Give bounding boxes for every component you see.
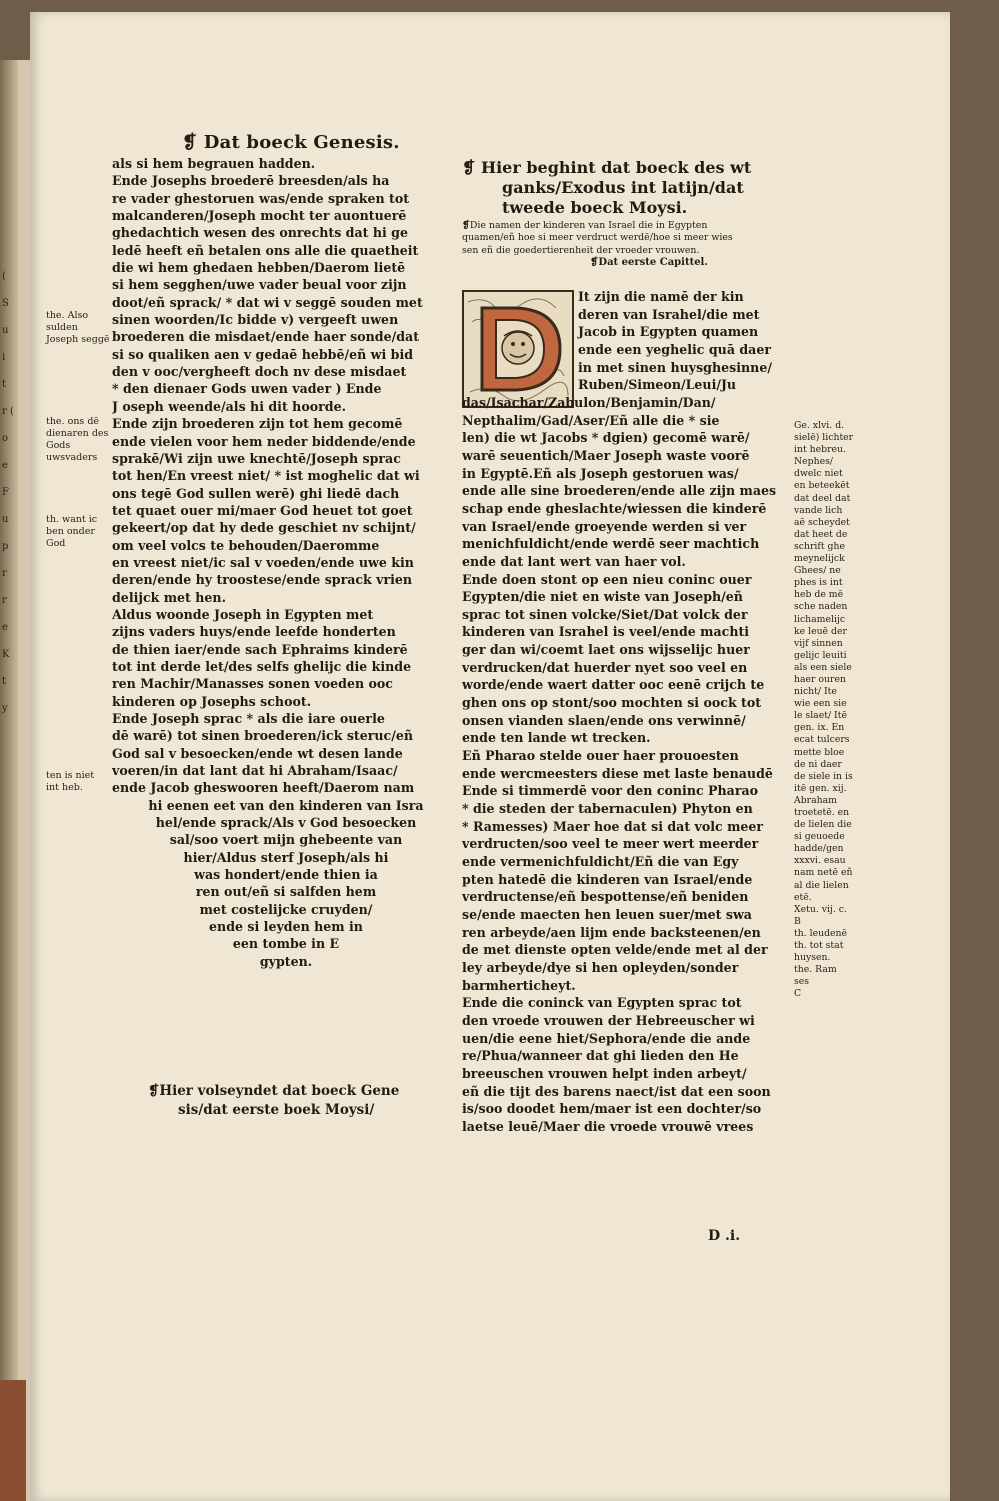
- margin-note: Xetu. vij. c.: [794, 903, 847, 915]
- margin-note: th. leudenē: [794, 927, 848, 939]
- running-header: [182, 132, 400, 153]
- margin-note: vijf sinnen: [794, 637, 843, 649]
- text-line: Ende doen stont op een nieu coninc ouer: [462, 571, 752, 587]
- text-line: ende ten lande wt trecken.: [462, 730, 651, 746]
- right-margin-notes: [794, 420, 864, 1001]
- gutter-fragment: K: [2, 649, 10, 660]
- margin-note: sche naden: [794, 601, 848, 613]
- text-line: is/soo doodet hem/maer ist een dochter/so: [462, 1101, 762, 1117]
- gutter-fragment: u: [2, 325, 9, 336]
- text-line: om veel volcs te behouden/Daeromme: [112, 537, 380, 553]
- margin-note: nicht/ Ite: [794, 686, 837, 698]
- text-line: Nepthalim/Gad/Aser/Eñ alle die * sie: [462, 412, 720, 428]
- text-line: die wi hem ghedaen hebben/Daerom lietē: [112, 260, 406, 276]
- text-line: ende vermenichfuldicht/Eñ die van Egy: [462, 854, 739, 869]
- margin-note: etē.: [794, 891, 812, 903]
- closing-line-1: Hier volseyndet dat boeck Gene: [159, 1083, 400, 1099]
- text-line: ende Jacob gheswooren heeft/Daerom nam: [112, 780, 415, 796]
- chapter-summary: [462, 220, 797, 270]
- text-line: Ende Joseph sprac * als die iare ouerle: [112, 711, 385, 726]
- text-line: delijck met hen.: [112, 589, 226, 605]
- text-line: gekeert/op dat hy dede geschiet nv schijnt/: [112, 520, 416, 536]
- pilcrow-icon: ❡: [148, 1083, 160, 1099]
- margin-note: aē scheydet: [794, 516, 850, 528]
- text-line: in met sinen huysghesinne/: [578, 359, 772, 375]
- text-line: sal/soo voert mijn ghebeente van: [169, 832, 403, 848]
- text-line: ren arbeyde/aen lijm ende backsteenen/en: [462, 924, 761, 940]
- margin-note: the. Also sulden Joseph seggē: [46, 310, 110, 345]
- text-line: verdructense/eñ bespottense/eñ beniden: [462, 889, 749, 905]
- text-line: de thien iaer/ende sach Ephraims kinderē: [112, 641, 408, 657]
- margin-note: de siele in is: [794, 770, 853, 782]
- text-line: ende si leyden hem in: [209, 919, 363, 935]
- text-line: verdrucken/dat huerder nyet soo veel en: [462, 659, 748, 675]
- text-line: deren/ende hy troostese/ende sprack vrien: [112, 572, 413, 588]
- margin-note: the. Ram: [794, 964, 837, 976]
- gutter-fragment: t: [2, 379, 7, 390]
- margin-note: ke leuē der: [794, 625, 847, 637]
- text-line: ledē heeft eñ betalen ons alle die quaetheit: [112, 242, 419, 258]
- text-line: breeuschen vrouwen helpt inden arbeyt/: [462, 1065, 747, 1081]
- pilcrow-icon: ❡: [590, 257, 599, 269]
- summary-line-3: sen eñ die goedertierenheit der vroeder vrouwen.: [462, 244, 700, 256]
- text-line: van Israel/ende groeyende werden si ver: [462, 518, 747, 534]
- text-line: It zijn die namē der kin: [578, 289, 744, 304]
- text-line: laetse leuē/Maer die vroede vrouwē vrees: [462, 1118, 754, 1134]
- margin-note: nam netē eñ: [794, 867, 853, 879]
- gutter-fragment: r: [2, 595, 7, 606]
- right-text-column: [462, 288, 794, 1136]
- text-line: ghen ons op stont/soo mochten si oock tot: [462, 695, 762, 711]
- margin-note: Abraham: [794, 794, 837, 806]
- margin-note: Nephes/: [794, 456, 833, 468]
- text-line: verdructen/soo veel te meer wert meerder: [462, 836, 759, 852]
- margin-note: itē gen. xij.: [794, 782, 847, 794]
- text-line: kinderen van Israhel is veel/ende machti: [462, 624, 750, 640]
- text-line: was hondert/ende thien ia: [194, 867, 378, 883]
- gutter-fragment: r (: [2, 406, 14, 417]
- margin-note: gelijc leuiti: [794, 649, 847, 661]
- margin-note: haer ouren: [794, 673, 846, 685]
- text-line: ende alle sine broederen/ende alle zijn maes: [462, 483, 777, 499]
- text-line: Ruben/Simeon/Leui/Ju: [578, 377, 737, 393]
- text-line: met costelijcke cruyden/: [199, 901, 373, 917]
- text-line: broederen die misdaet/ende haer sonde/dat: [112, 329, 420, 345]
- text-line: schap ende gheslachte/wiessen die kinderē: [462, 500, 767, 516]
- text-line: Eñ Pharao stelde ouer haer prouoesten: [462, 748, 739, 764]
- margin-note: mette bloe: [794, 746, 845, 758]
- gutter-fragment: (: [2, 271, 6, 282]
- text-line: zijns vaders huys/ende leefde honderten: [112, 624, 396, 640]
- text-line: sprakē/Wi zijn uwe knechtē/Joseph sprac: [112, 450, 401, 466]
- text-line: gypten.: [259, 953, 313, 969]
- margin-note: B: [794, 915, 801, 927]
- text-line: tot int derde let/des selfs ghelijc die kinde: [112, 658, 412, 674]
- text-line: Ende die coninck van Egypten sprac tot: [462, 995, 742, 1011]
- text-line: sprac tot sinen volcke/Siet/Dat volck der: [462, 606, 748, 622]
- text-line: den vroede vrouwen der Hebreeuscher wi: [462, 1012, 755, 1028]
- text-line: als si hem begrauen hadden.: [112, 156, 316, 171]
- text-line: re/Phua/wanneer dat ghi lieden den He: [462, 1048, 739, 1064]
- text-line: Ende si timmerdē voor den coninc Pharao: [462, 783, 759, 799]
- running-header-text: Dat boeck Genesis.: [203, 132, 400, 153]
- margin-note: C: [794, 988, 802, 1000]
- signature-mark: D .i.: [708, 1228, 741, 1244]
- text-line: deren van Israhel/die met: [578, 306, 760, 322]
- text-line: onsen vianden slaen/ende ons verwinnē/: [462, 712, 746, 728]
- text-line: uen/die eene hiet/Sephora/ende die ande: [462, 1030, 751, 1046]
- margin-note: huysen.: [794, 952, 831, 964]
- margin-note: dat heet de: [794, 528, 848, 540]
- text-line: worde/ende waert datter ooc eenē crijch te: [462, 677, 765, 693]
- gutter-fragment: e: [2, 460, 8, 471]
- margin-note: le slaet/ Itē: [794, 710, 847, 722]
- margin-note: en beteekēt: [794, 480, 850, 492]
- text-line: hel/ende sprack/Als v God besoecken: [155, 815, 417, 831]
- exodus-title-line-3: tweede boeck Moysi.: [502, 198, 688, 217]
- margin-note: Ghees/ ne: [794, 565, 841, 577]
- text-line: re vader ghestoruen was/ende spraken tot: [112, 190, 410, 206]
- margin-note: troetetē. en: [794, 807, 850, 818]
- margin-note: heb de mē: [794, 589, 844, 601]
- text-line: hi eenen eet van den kinderen van Isra: [148, 797, 424, 813]
- text-line: malcanderen/Joseph mocht ter auontuerē: [112, 208, 407, 224]
- text-line: si hem segghen/uwe vader beual voor zijn: [112, 277, 407, 293]
- text-line: ende een yeghelic quā daer: [578, 341, 771, 357]
- text-line: das/Isachar/Zabulon/Benjamin/Dan/: [462, 394, 716, 410]
- closing-line-2: sis/dat eerste boek Moysi/: [178, 1102, 375, 1118]
- gutter-fragment: r: [2, 568, 7, 579]
- text-line: tet quaet ouer mi/maer God heuet tot goet: [112, 502, 413, 518]
- text-line: len) die wt Jacobs * dgien) gecomē warē/: [462, 430, 750, 446]
- summary-line-1: Die namen der kinderen van Israel die in Egypten: [469, 220, 708, 231]
- pilcrow-icon: ❡: [182, 132, 198, 153]
- text-line: * Ramesses) Maer hoe dat si dat volc meer: [462, 818, 764, 834]
- text-line: eñ die tijt des barens naect/ist dat een soon: [462, 1083, 771, 1099]
- margin-note: lichamelijc: [794, 613, 846, 625]
- margin-note: th. want ic ben onder God: [46, 514, 98, 549]
- margin-note: de ni daer: [794, 758, 842, 770]
- margin-note: vande lich: [794, 504, 843, 516]
- text-line: Aldus woonde Joseph in Egypten met: [112, 606, 374, 622]
- text-line: ren out/eñ si salfden hem: [195, 884, 377, 900]
- text-line: de met dienste opten velde/ende met al der: [462, 942, 768, 958]
- text-line: Ende Josephs broederē breesden/als ha: [112, 173, 390, 189]
- text-line: sinen woorden/Ic bidde v) vergeeft uwen: [112, 312, 399, 328]
- margin-note: Ge. xlvi. d.: [794, 420, 845, 431]
- margin-note: gen. ix. En: [794, 722, 845, 734]
- text-line: se/ende maecten hen leuen suer/met swa: [462, 906, 752, 922]
- gutter-fragment: e: [2, 622, 8, 633]
- margin-note: de lielen die: [794, 819, 852, 831]
- margin-note: xxxvi. esau: [794, 855, 846, 867]
- text-line: * die steden der tabernaculen) Phyton en: [462, 801, 753, 817]
- margin-note: ten is niet int heb.: [46, 770, 95, 793]
- gutter-fragment: y: [2, 703, 8, 714]
- gutter-fragment: p: [2, 541, 9, 552]
- gutter-fragment: F: [2, 487, 9, 498]
- gutter-fragment: t: [2, 676, 7, 687]
- text-line: een tombe in E: [232, 936, 340, 952]
- text-line: ren Machir/Manasses sonen voeden ooc: [112, 676, 393, 692]
- text-line: ger dan wi/coemt laet ons wijsselijc huer: [462, 642, 750, 658]
- margin-note: al die lielen: [794, 879, 849, 891]
- text-line: ghedachtich wesen des onrechts dat hi ge: [112, 225, 408, 241]
- margin-note: phes is int: [794, 577, 843, 589]
- margin-note: hadde/gen: [794, 843, 844, 855]
- text-line: ende vielen voor hem neder biddende/ende: [112, 433, 416, 449]
- gutter-fragment: S: [2, 298, 9, 309]
- margin-note: schrift ghe: [794, 540, 845, 552]
- text-line: ons tegē God sullen werē) ghi liedē dach: [112, 485, 400, 501]
- margin-note: int hebreu.: [794, 444, 846, 456]
- summary-line-2: quamen/eñ hoe si meer verdruct werdē/hoe si meer wies: [462, 232, 733, 244]
- text-line: kinderen op Josephs schoot.: [112, 693, 312, 709]
- text-line: Egypten/die niet en wiste van Joseph/eñ: [462, 589, 743, 605]
- exodus-title: [462, 158, 797, 218]
- margin-note: sielē) lichter: [794, 432, 854, 444]
- text-line: en vreest niet/ic sal v voeden/ende uwe kin: [112, 554, 414, 570]
- text-line: ende wercmeesters diese met laste benaudē: [462, 765, 773, 781]
- pilcrow-icon: ❡: [462, 220, 470, 231]
- gutter-fragments: [2, 270, 28, 729]
- margin-note: wie een sie: [794, 698, 847, 710]
- previous-page-cover: [0, 1380, 26, 1501]
- text-line: den v ooc/vergheeft doch nv dese misdaet: [112, 364, 407, 380]
- gutter-fragment: u: [2, 514, 9, 525]
- text-line: ley arbeyde/dye si hen opleyden/sonder: [462, 959, 739, 975]
- margin-note: ecat tulcers: [794, 734, 850, 746]
- left-text-column: [112, 155, 460, 970]
- text-line: si so qualiken aen v gedaē hebbē/eñ wi bid: [112, 346, 414, 362]
- margin-note: the. ons dē dienaren des Gods uwsvaders: [46, 416, 109, 463]
- text-line: doot/eñ sprack/ * dat wi v seggē souden met: [112, 294, 423, 310]
- margin-note: dat deel dat: [794, 492, 851, 504]
- margin-note: als een siele: [794, 661, 852, 673]
- exodus-title-line-2: ganks/Exodus int latijn/dat: [502, 178, 744, 197]
- text-line: warē seuentich/Maer Joseph waste voorē: [462, 447, 750, 463]
- text-line: hier/Aldus sterf Joseph/als hi: [183, 849, 389, 865]
- margin-note: dwelc niet: [794, 468, 843, 480]
- text-line: ende dat lant wert van haer vol.: [462, 553, 686, 569]
- text-line: barmherticheyt.: [462, 977, 576, 993]
- text-line: Ende zijn broederen zijn tot hem gecomē: [112, 416, 403, 432]
- chapter-heading: Dat eerste Capittel.: [598, 257, 708, 269]
- text-line: J oseph weende/als hi dit hoorde.: [112, 398, 346, 414]
- text-line: in Egyptē.Eñ als Joseph gestoruen was/: [462, 465, 739, 481]
- margin-note: meynelijck: [794, 553, 845, 565]
- text-line: Jacob in Egypten quamen: [578, 324, 759, 340]
- margin-note: th. tot stat: [794, 940, 844, 952]
- pilcrow-icon: ❡: [462, 158, 481, 177]
- gutter-fragment: o: [2, 433, 9, 444]
- genesis-closing-rubric: [148, 1082, 428, 1120]
- text-line: God sal v besoecken/ende wt desen lande: [112, 745, 403, 761]
- text-line: voeren/in dat lant dat hi Abraham/Isaac/: [112, 763, 398, 779]
- margin-note: si geuoede: [794, 831, 845, 843]
- exodus-title-line-1: Hier beghint dat boeck des wt: [480, 158, 752, 177]
- gutter-fragment: i: [2, 352, 6, 363]
- text-line: menichfuldicht/ende werdē seer machtich: [462, 536, 760, 552]
- margin-note: ses: [794, 976, 810, 988]
- text-line: * den dienaer Gods uwen vader ) Ende: [112, 381, 382, 397]
- text-line: dē warē) tot sinen broederen/ick steruc/eñ: [112, 728, 413, 744]
- text-line: pten hatedē die kinderen van Israel/ende: [462, 871, 753, 887]
- text-line: tot hen/En vreest niet/ * ist moghelic dat wi: [112, 468, 420, 484]
